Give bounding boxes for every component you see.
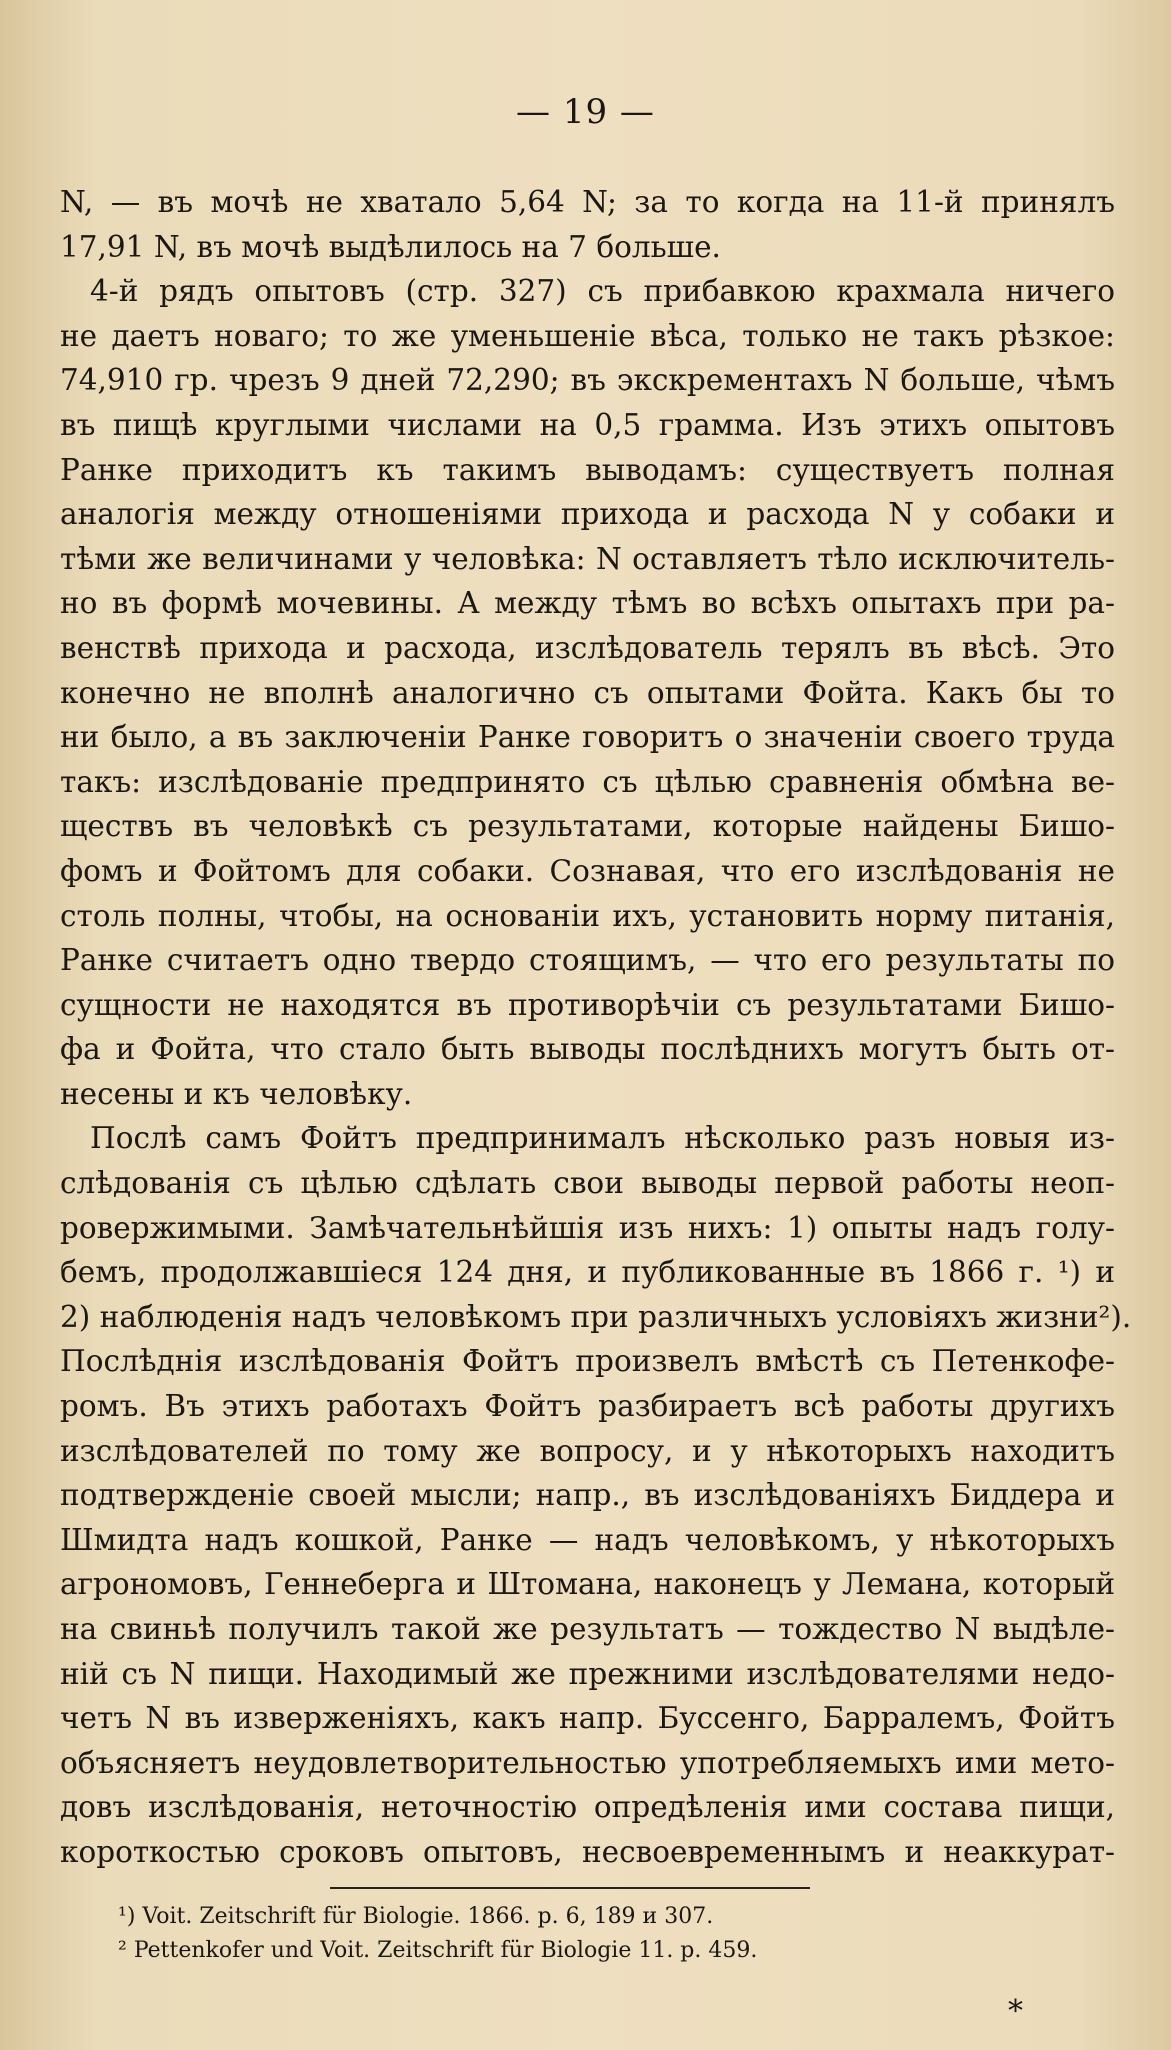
text-line: ромъ. Въ этихъ работахъ Фойтъ разбираетъ всѣ работы другихъ	[60, 1389, 1115, 1424]
text-line: сущности не находятся въ противорѣчіи съ результатами Бишо-	[60, 987, 1115, 1022]
text-line: не даетъ новаго; то же уменьшеніе вѣса, только не такъ рѣзкое:	[60, 318, 1115, 353]
text-line: Ранке приходитъ къ такимъ выводамъ: существуетъ полная	[60, 452, 1115, 487]
text-line: несены и къ человѣку.	[60, 1076, 413, 1111]
text-line: 17,91 N, въ мочѣ выдѣлилось на 7 больше.	[60, 229, 721, 264]
text-line: N, — въ мочѣ не хватало 5,64 N; за то когда на 11-й принялъ	[60, 185, 1115, 219]
text-line: ни было, а въ заключеніи Ранке говоритъ о значеніи своего труда	[60, 720, 1115, 755]
text-line: венствѣ прихода и расхода, изслѣдователь терялъ въ вѣсѣ. Это	[60, 630, 1115, 665]
text-line: агрономовъ, Геннеберга и Штомана, наконецъ у Лемана, который	[60, 1567, 1115, 1602]
text-line: но въ формѣ мочевины. А между тѣмъ во всѣхъ опытахъ при ра-	[60, 586, 1115, 621]
text-line: въ пищѣ круглыми числами на 0,5 грамма. Изъ этихъ опытовъ	[60, 407, 1115, 442]
text-line: 74,910 гр. чрезъ 9 дней 72,290; въ экскрементахъ N больше, чѣмъ	[60, 363, 1115, 398]
text-line: такъ: изслѣдованіе предпринято съ цѣлью сравненія обмѣна ве-	[60, 764, 1115, 799]
text-line: на свиньѣ получилъ такой же результатъ — тождество N выдѣле-	[60, 1612, 1115, 1646]
text-line: ровержимыми. Замѣчательнѣйшія изъ нихъ: 1) опыты надъ голу-	[60, 1210, 1115, 1245]
text-line: фа и Фойта, что стало быть выводы послѣднихъ могутъ быть от-	[60, 1032, 1115, 1067]
text-line: ній съ N пищи. Находимый же прежними изслѣдователями недо-	[60, 1656, 1115, 1691]
signature-mark: *	[1008, 1994, 1023, 2029]
text-line: Ранке считаетъ одно твердо стоящимъ, — что его результаты по	[60, 943, 1115, 978]
footnote: ² Pettenkofer und Voit. Zeitschrift für Biologie 11. p. 459.	[118, 1938, 758, 1963]
text-line: фомъ и Фойтомъ для собаки. Сознавая, что его изслѣдованія не	[60, 853, 1115, 888]
text-line: Послѣ самъ Фойтъ предпринималъ нѣсколько разъ новыя из-	[90, 1121, 1115, 1156]
text-line: 2) наблюденія надъ человѣкомъ при различныхъ условіяхъ жизни²).	[60, 1299, 1132, 1334]
text-line: довъ изслѣдованія, неточностію опредѣленія ими состава пищи,	[60, 1790, 1115, 1825]
text-line: короткостью сроковъ опытовъ, несвоевременнымъ и неаккурат-	[60, 1834, 1115, 1869]
text-line: подтвержденіе своей мысли; напр., въ изслѣдованіяхъ Биддера и	[60, 1478, 1115, 1513]
body-text	[60, 180, 1132, 1875]
text-line: аналогія между отношеніями прихода и расхода N у собаки и	[60, 497, 1115, 532]
text-line: Послѣднія изслѣдованія Фойтъ произвелъ вмѣстѣ съ Петенкофе-	[60, 1344, 1115, 1379]
text-line: тѣми же величинами у человѣка: N оставляетъ тѣло исключитель-	[60, 541, 1115, 576]
text-line: Шмидта надъ кошкой, Ранке — надъ человѣкомъ, у нѣкоторыхъ	[60, 1522, 1115, 1557]
text-line: слѣдованія съ цѣлью сдѣлать свои выводы первой работы неоп-	[60, 1166, 1115, 1201]
page-number: — 19 —	[516, 92, 655, 132]
footnote: ¹) Voit. Zeitschrift für Biologie. 1866. p. 6, 189 и 307.	[118, 1904, 714, 1929]
text-line: столь полны, чтобы, на основаніи ихъ, установить норму питанія,	[60, 898, 1115, 933]
text-line: объясняетъ неудовлетворительностью употребляемыхъ ими мето-	[60, 1745, 1115, 1780]
text-line: изслѣдователей по тому же вопросу, и у нѣкоторыхъ находитъ	[60, 1433, 1115, 1468]
footnotes	[118, 1900, 1018, 1968]
footnote-divider	[330, 1887, 810, 1889]
text-line: четъ N въ изверженіяхъ, какъ напр. Буссенго, Барралемъ, Фойтъ	[60, 1701, 1115, 1736]
text-line: 4-й рядъ опытовъ (стр. 327) съ прибавкою крахмала ничего	[90, 274, 1115, 309]
text-line: бемъ, продолжавшіеся 124 дня, и публикованные въ 1866 г. ¹) и	[60, 1255, 1115, 1290]
text-line: ществъ въ человѣкѣ съ результатами, которые найдены Бишо-	[60, 809, 1115, 844]
text-line: конечно не вполнѣ аналогично съ опытами Фойта. Какъ бы то	[60, 675, 1115, 710]
